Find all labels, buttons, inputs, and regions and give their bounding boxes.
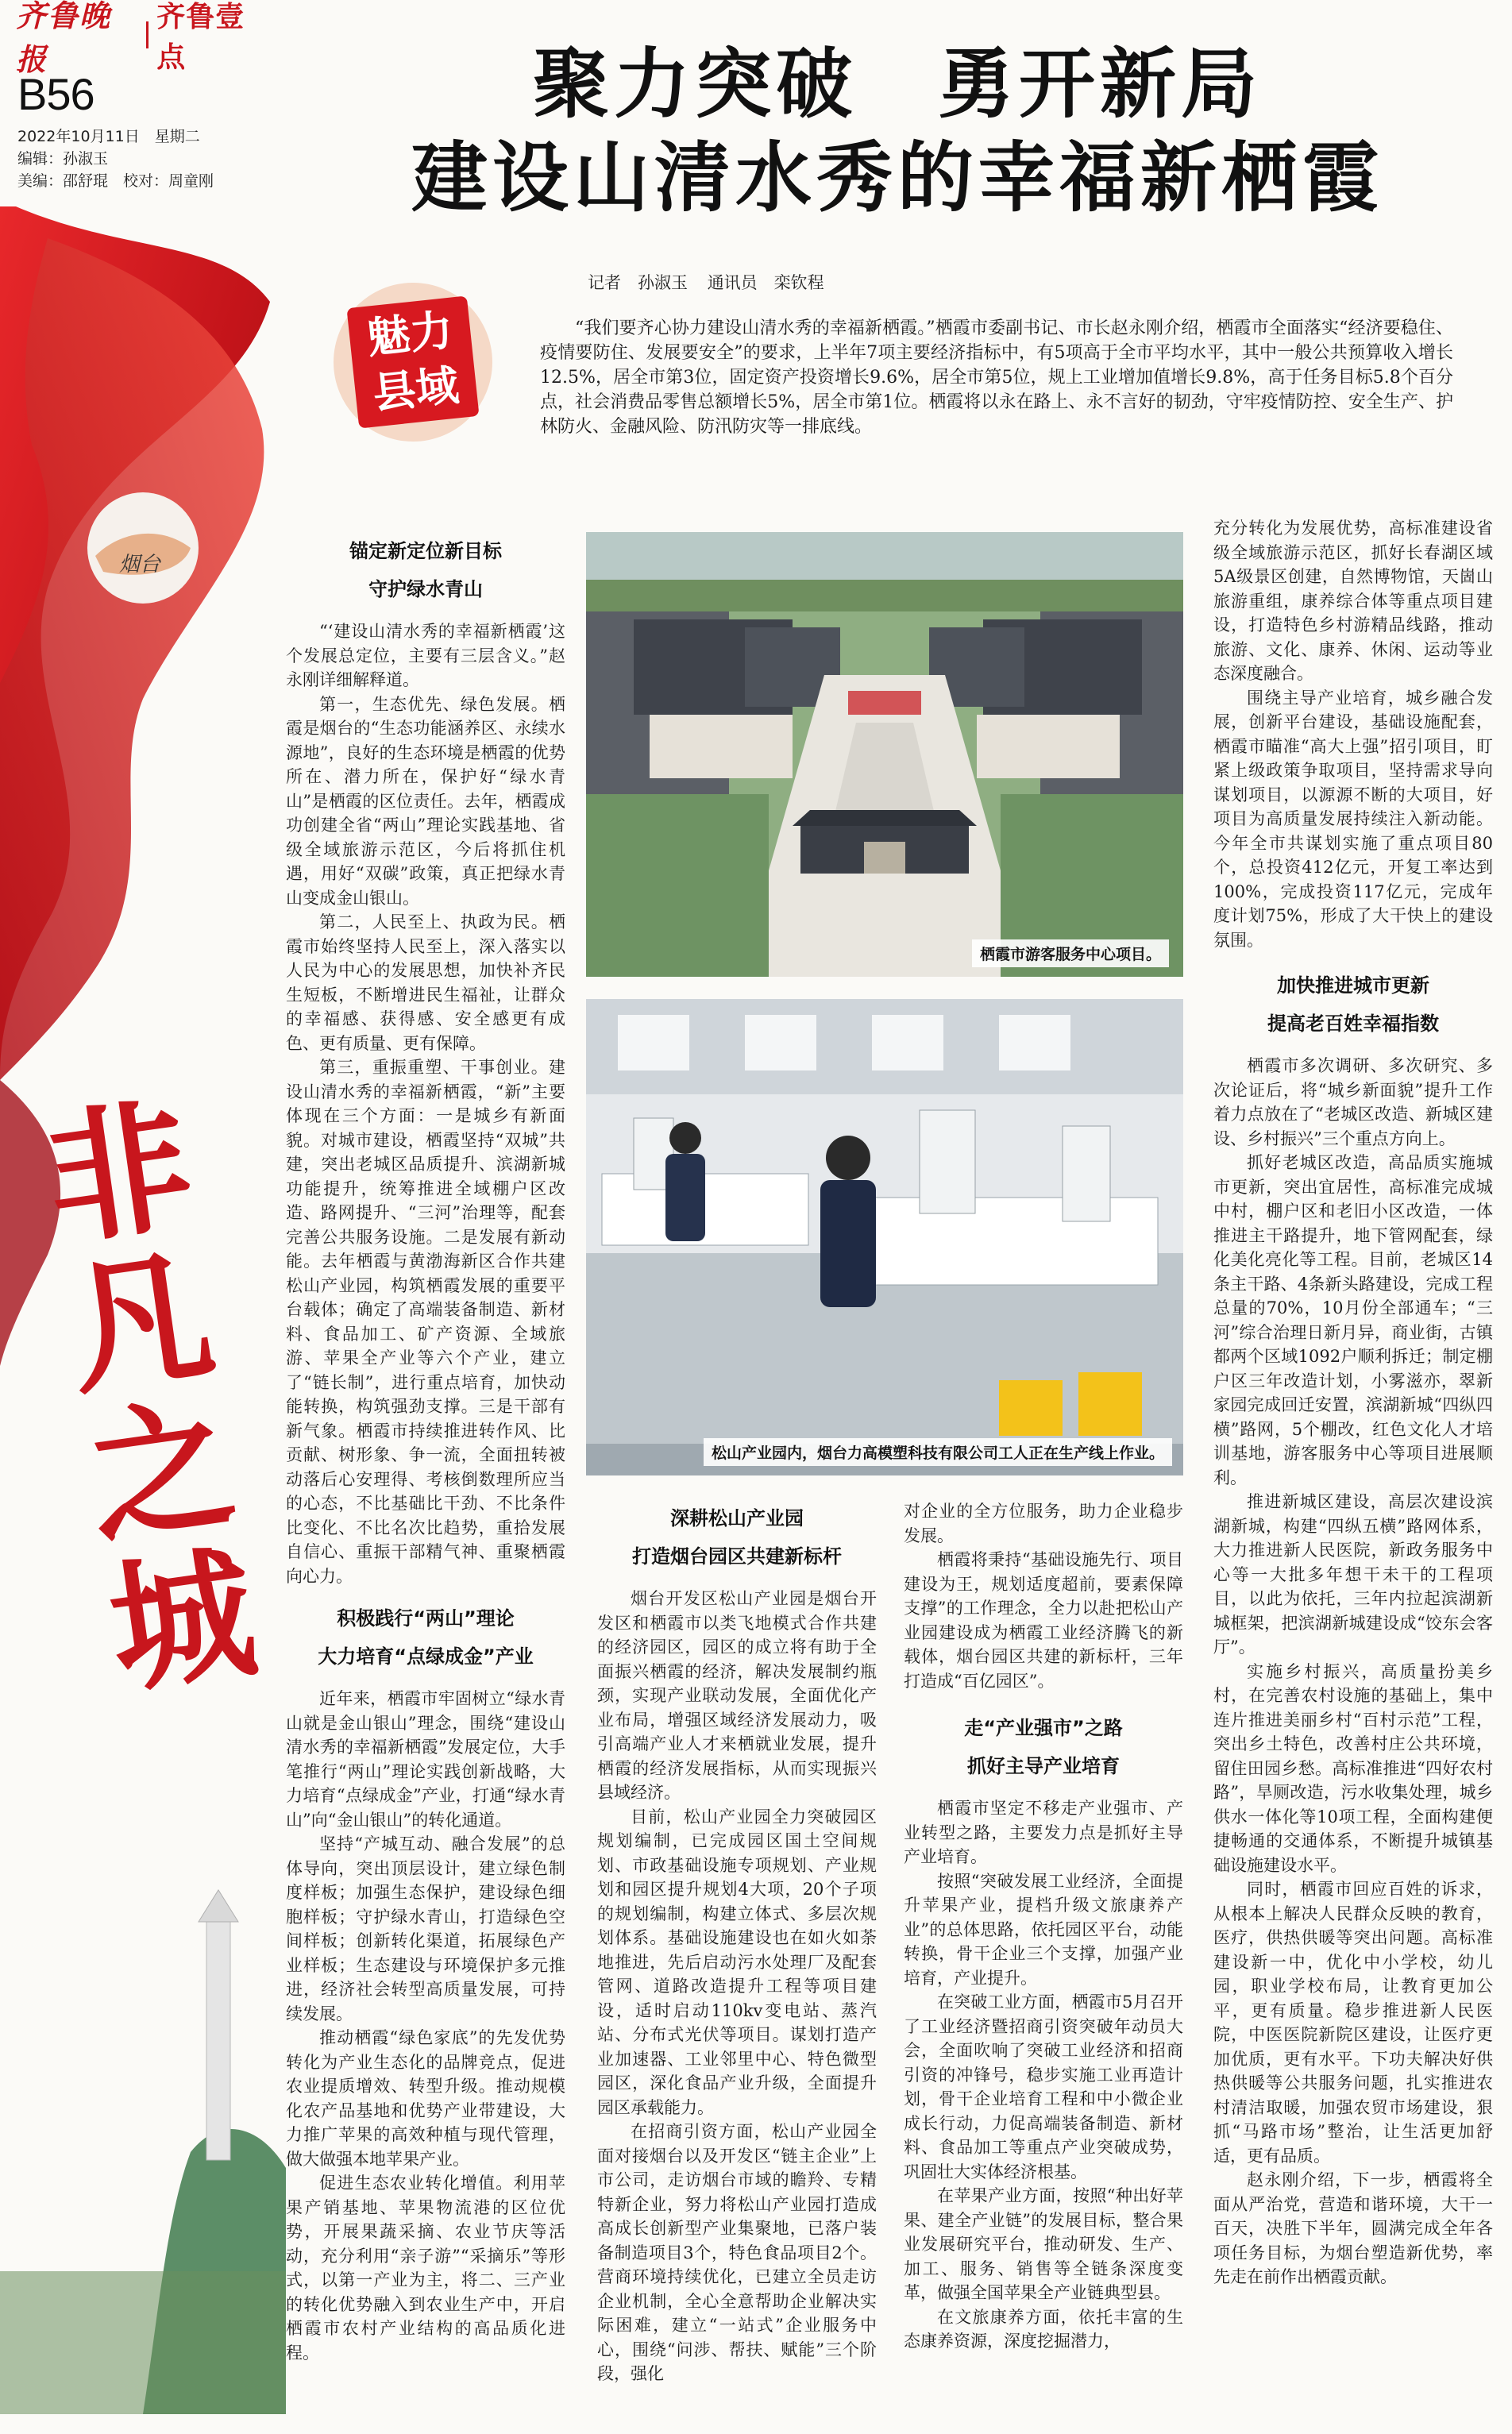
col2-paragraph: 烟台开发区松山产业园是烟台开发区和栖霞市以类飞地模式合作共建的经济园区，园区的成立将有助于全面振兴栖霞的经济，解决发展制约瓶颈，实现产业联动发展，全面优化产业布局，增强区域经济发展动力，吸引高端产业人才来栖就业发展，提升栖霞的经济发展指标，从而实现振兴县域经济。 <box>597 1589 877 1802</box>
calligraphy-title: 非凡之城 <box>37 1080 265 1715</box>
feature-badge-label <box>346 295 479 428</box>
col1-paragraph: “‘建设山清水秀的幸福新栖霞’这个发展总定位，主要有三层含义。”赵永刚详细解释道。 <box>286 622 565 689</box>
col3-heading-1: 走“产业强市”之路 <box>964 1717 1123 1739</box>
col3-paragraph: 在突破工业方面，栖霞市5月召开了工业经济暨招商引资突破年动员大会，全面吹响了突破工业经济和招商引资的冲锋号，稳步实施工业再造计划，骨干企业培育工程和中小微企业成长行动，力促高端装备制造、新材料、食品加工等重点产业突破成势，巩固壮大实体经济根基。 <box>904 1992 1183 2181</box>
col1-paragraph: 第三，重振重塑、干事创业。建设山清水秀的幸福新栖霞，“新”主要体现在三个方面：一是城乡有新面貌。对城市建设，栖霞坚持“双城”共建，突出老城区品质提升、滨湖新城功能提升，统筹推进全域棚户区改造、路网提升、“三河”治理等，配套完善公共服务设施。二是发展有新动能。去年栖霞与黄渤海新区合作共建松山产业园，构筑栖霞发展的重要平台载体；确定了高端装备制造、新材料、食品加工、矿产资源、全域旅游、苹果全产业等六个产业，建立了“链长制”，进行重点培育，加快动能转换，构筑强劲支撑。三是干部有新气象。栖霞市持续推进转作风、比贡献、树形象、争一流，全面扭转被动落后心安理得、考核倒数理所应当的心态，不比基础比干劲、不比条件比变化、不比名次比趋势，重拾发展自信心、重振干部精气神、重聚栖霞向心力。 <box>286 1058 565 1586</box>
col3-paragraph: 栖霞将秉持“基础设施先行、项目建设为王，规划适度超前，要素保障支撑”的工作理念，全力以赴把松山产业园建设成为栖霞工业经济腾飞的新载体，烟台园区共建的新标杆，三年打造成“百亿园区”。 <box>904 1550 1183 1691</box>
masthead <box>16 0 270 77</box>
headline-line-1: 聚力突破 勇开新局 <box>533 39 1262 129</box>
col1-paragraph: 第一，生态优先、绿色发展。栖霞是烟台的“生态功能涵养区、永续水源地”，良好的生态环境是栖霞的优势所在、潜力所在，保护好“绿水青山”是栖霞的区位责任。去年，栖霞成功创建全省“两山”理论实践基地、省级全域旅游示范区，今后将抓住机遇，用好“双碳”政策，真正把绿水青山变成金山银山。 <box>286 694 565 908</box>
column-1 <box>286 532 565 2365</box>
aerial-visitor-center-illustration <box>586 532 1183 977</box>
col3-paragraph: 按照“突破发展工业经济，全面提升苹果产业，提档升级文旅康养产业”的总体思路，依托园区平台，动能转换，骨干企业三个支撑，加强产业培育，产业提升。 <box>904 1871 1183 1988</box>
masthead-divider <box>146 21 148 48</box>
col4-heading-1: 加快推进城市更新 <box>1277 974 1429 997</box>
col1-heading-1: 锚定新定位新目标 <box>349 540 502 562</box>
col4-paragraph: 抓好老城区改造，高品质实施城市更新，突出宜居性，高标准完成城中村，棚户区和老旧小区改造，一体推进主干路提升，地下管网配套，绿化美化亮化等工程。目前，老城区14条主干路、4条新头路建设，完成工程总量的70%，10月份全部通车；“三河”综合治理日新月异，商业街，古镇都两个区域1092户顺利拆迁；制定棚户区三年改造计划，小雾滋亦，翠新家园完成回迁安置，滨湖新城“四纵四横”路网，5个棚改，红色文化人才培训基地，游客服务中心等项目进展顺利。 <box>1213 1153 1493 1487</box>
photo-visitor-center <box>586 532 1183 977</box>
column-3 <box>904 1499 1183 2354</box>
col1-paragraph: 促进生态农业转化增值。利用苹果产销基地、苹果物流港的区位优势，开展果蔬采摘、农业节庆等活动，充分利用“亲子游”“采摘乐”等形式，以第一产业为主，将二、三产业的转化优势融入到农业生产中，开启栖霞市农村产业结构的高品质化进程。 <box>286 2174 565 2363</box>
factory-workers-illustration <box>586 999 1183 1475</box>
byline-correspondent: 通讯员 栾钦程 <box>707 273 824 292</box>
banner-map-label: 烟台 <box>119 553 161 577</box>
col4-paragraph: 围绕主导产业培育，城乡融合发展，创新平台建设，基础设施配套，栖霞市瞄准“高大上强”招引项目，盯紧上级政策争取项目，坚持需求导向谋划项目，以源源不断的大项目，好项目为高质量发展持续注入新动能。今年全市共谋划实施了重点项目80个，总投资412亿元，开复工率达到100%，完成投资117亿元，完成年度计划75%，形成了大干快上的建设氛围。 <box>1213 688 1493 950</box>
col1-paragraph: 第二，人民至上、执政为民。栖霞市始终坚持人民至上，深入落实以人民为中心的发展思想，加快补齐民生短板，不断增进民生福祉，让群众的幸福感、获得感、安全感更有成色、更有质量、更有保障。 <box>286 912 565 1053</box>
col3-paragraph: 在苹果产业方面，按照“种出好苹果、建全产业链”的发展目标，整合果业发展研究平台，推动研发、生产、加工、服务、销售等全链条深度变革，做强全国苹果全产业链典型县。 <box>904 2186 1183 2302</box>
col4-paragraph: 实施乡村振兴，高质量扮美乡村，在完善农村设施的基础上，集中连片推进美丽乡村“百村示范”工程，突出乡土特色，改善村庄公共环境，留住田园乡愁。高标准推进“四好农村路”，旱厕改造，污水收集处理，城乡供水一体化等10项工程，全面构建便捷畅通的交通体系，不断提升城镇基础设施建设水平。 <box>1213 1661 1493 1875</box>
lead-paragraph: “我们要齐心协力建设山清水秀的幸福新栖霞。”栖霞市委副书记、市长赵永刚介绍，栖霞市全面落实“经济要稳住、疫情要防住、发展要安全”的要求，上半年7项主要经济指标中，有5项高于全市平均水平，其中一般公共预算收入增长12.5%，居全市第3位，固定资产投资增长9.6%，居全市第5位，规上工业增加值增长9.8%，高于任务目标5.8个百分点，社会消费品零售总额增长5%，居全市第1位。栖霞将以永在路上、永不言好的韧劲，守牢疫情防控、安全生产、护林防火、金融风险、防汛防灾等一排底线。 <box>540 318 1453 437</box>
page-meta <box>17 125 214 192</box>
badge-line-2: 县域 <box>370 360 461 419</box>
col3-paragraph: 对企业的全方位服务，助力企业稳步发展。 <box>904 1502 1183 1545</box>
page-date: 2022年10月11日 星期二 <box>17 128 200 145</box>
col3-paragraph: 在文旅康养方面，依托丰富的生态康养资源，深度挖掘潜力， <box>904 2307 1183 2351</box>
col3-paragraph: 栖霞市坚定不移走产业强市、产业转型之路，主要发力点是抓好主导产业培育。 <box>904 1799 1183 1866</box>
page-editor: 编辑：孙淑玉 <box>17 150 109 168</box>
col2-heading-1: 深耕松山产业园 <box>670 1507 804 1529</box>
byline <box>588 270 839 294</box>
column-2 <box>597 1499 877 2386</box>
col1-heading-3: 积极践行“两山”理论 <box>337 1607 515 1630</box>
page-number: B56 <box>17 69 94 119</box>
photo-factory-line <box>586 999 1183 1475</box>
col4-paragraph: 赵永刚介绍，下一步，栖霞将全面从严治党，营造和谐环境，大干一百天，决胜下半年，圆满完成全年各项任务目标，为烟台塑造新优势，率先走在前作出栖霞贡献。 <box>1213 2170 1493 2286</box>
col4-heading-2: 提高老百姓幸福指数 <box>1267 1013 1439 1035</box>
byline-reporter: 记者 孙淑玉 <box>588 273 688 292</box>
photo-factory-line-caption: 松山产业园内，烟台力高模塑科技有限公司工人正在生产线上作业。 <box>704 1438 1172 1466</box>
col3-heading-2: 抓好主导产业培育 <box>967 1755 1120 1777</box>
badge-line-1: 魅力 <box>364 304 456 364</box>
col1-heading-2: 守护绿水青山 <box>368 578 483 600</box>
col4-paragraph: 同时，栖霞市回应百姓的诉求，从根本上解决人民群众反映的教育，医疗，供热供暖等突出问题。高标准建设新一中，优化中小学校，幼儿园，职业学校布局，让教育更加公平，更有质量。稳步推进新人民医院，中医医院新院区建设，让医疗更加优质，更有水平。下功夫解决好供热供暖等公共服务问题，扎实推进农村清洁取暖，加强农贸市场建设，狠抓“马路市场”整治，让生活更加舒适，更有品质。 <box>1213 1880 1493 2166</box>
page-designer-proof: 美编：邵舒琨 校对：周童刚 <box>17 172 214 190</box>
col1-heading-4: 大力培育“点绿成金”产业 <box>318 1645 534 1668</box>
col1-paragraph: 坚持“产城互动、融合发展”的总体导向，突出顶层设计，建立绿色制度样板；加强生态保护，建设绿色细胞样板；守护绿水青山，打造绿色空间样板；创新转化渠道，拓展绿色产业样板；生态建设与环境保护多元推进，经济社会转型高质量发展，可持续发展。 <box>286 1834 565 2023</box>
masthead-logo-qilu-evening: 齐鲁晚报 <box>16 0 112 77</box>
photo-visitor-center-caption: 栖霞市游客服务中心项目。 <box>972 939 1169 967</box>
col4-paragraph: 推进新城区建设，高层次建设滨湖新城，构建“四纵五横”路网体系，大力推进新人民医院，新政务服务中心等一大批多年想干未干的工程项目，以此为依托，三年内拉起滨湖新城框架，把滨湖新城建设成“饺东会客厅”。 <box>1213 1492 1493 1657</box>
col1-paragraph: 近年来，栖霞市牢固树立“绿水青山就是金山银山”理念，围绕“建设山清水秀的幸福新栖霞”发展定位，大手笔推行“两山”理论实践创新战略，大力培育“点绿成金”产业，打通“绿水青山”向“金山银山”的转化通道。 <box>286 1689 565 1830</box>
col2-heading-2: 打造烟台园区共建新标杆 <box>632 1545 842 1568</box>
col4-paragraph: 栖霞市多次调研、多次研究、多次论证后，将“城乡新面貌”提升工作着力点放在了“老城区改造、新城区建设、乡村振兴”三个重点方向上。 <box>1213 1056 1493 1148</box>
col4-paragraph: 充分转化为发展优势，高标准建设省级全域旅游示范区，抓好长春湖区域5A级景区创建，自然博物馆，天崮山旅游重组，康养综合体等重点项目建设，打造特色乡村游精品线路，推动旅游、文化、康养、休闲、运动等业态深度融合。 <box>1213 519 1493 683</box>
feature-badge <box>334 283 492 442</box>
col2-paragraph: 在招商引资方面，松山产业园全面对接烟台以及开发区“链主企业”上市公司，走访烟台市域的瞻羚、专精特新企业，努力将松山产业园打造成高成长创新型产业集聚地，已落户装备制造项目3个，特色食品项目2个。营商环境持续优化，已建立全员走访企业机制，全心全意帮助企业解决实际困难，建立“一站式”企业服务中心，围绕“问涉、帮扶、赋能”三个阶段，强化 <box>597 2122 877 2383</box>
col1-paragraph: 推动栖霞“绿色家底”的先发优势转化为产业生态化的品牌竞点，促进农业提质增效、转型升级。推动规模化农产品基地和优势产业带建设，大力推广苹果的高效种植与现代管理，做大做强本地苹果产业。 <box>286 2028 565 2169</box>
column-4 <box>1213 516 1493 2289</box>
masthead-logo-qilu-yidian: 齐鲁壹点 <box>156 1 245 74</box>
col2-paragraph: 目前，松山产业园全力突破园区规划编制，已完成园区国土空间规划、市政基础设施专项规划、产业规划和园区提升规划4大项，20个子项的规划编制，构建立体式、多层次规划体系。基础设施建设也在如火如荼地推进，先后启动污水处理厂及配套管网、道路改造提升工程等项目建设，适时启动110kv变电站、蒸汽站、分布式光伏等项目。谋划打造产业加速器、工业邻里中心、特色微型园区，深化食品产业升级，全面提升园区承载能力。 <box>597 1807 877 2117</box>
headline-line-2: 建设山清水秀的幸福新栖霞 <box>411 133 1383 222</box>
